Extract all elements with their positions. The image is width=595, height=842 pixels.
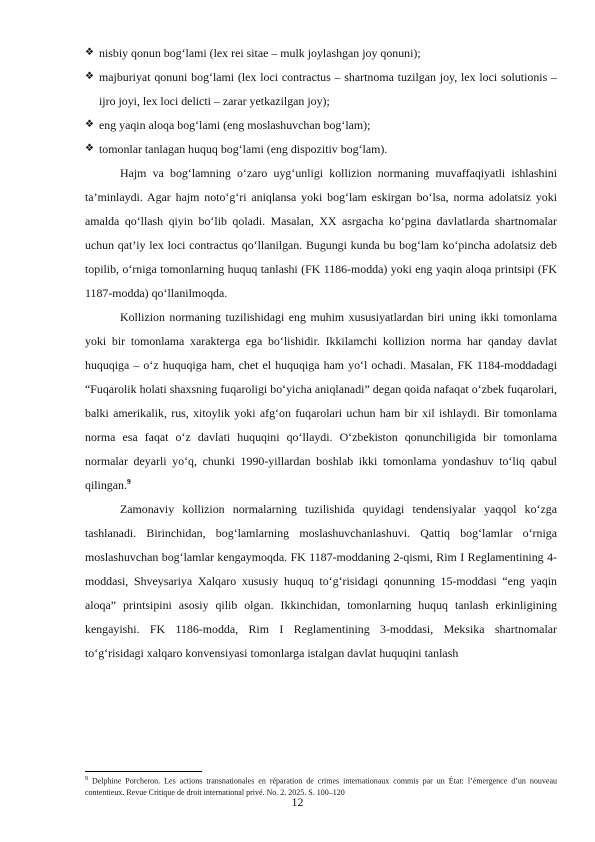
footnote-divider [85, 771, 202, 772]
paragraph [85, 497, 557, 665]
diamond-bullet-icon: ❖ [85, 47, 94, 58]
list-item [85, 65, 557, 113]
page-number: 12 [291, 795, 304, 809]
list-item-text: tomonlar tanlagan huquq bog‘lami (eng dispozitiv bog‘lam). [99, 142, 388, 156]
paragraph [85, 161, 557, 305]
list-item [85, 137, 557, 161]
diamond-bullet-icon: ❖ [85, 71, 94, 82]
footnote-reference[interactable]: 9 [126, 477, 131, 487]
connecting-factor-list [85, 41, 557, 161]
list-item-text: nisbiy qonun bog‘lami (lex rei sitae – mulk joylashgan joy qonuni); [99, 46, 421, 60]
page-body [85, 41, 557, 665]
paragraph-text: Zamonaviy kollizion normalarning tuzilishida quyidagi tendensiyalar yaqqol ko‘zga tashlanadi. Birinchidan, bog‘lamlarning moslashuvchanlashuvi. Qattiq bog‘lamlar o‘rniga moslashuvchan bog‘lamlar kengaymoqda. FK 1187-moddaning 2-qismi, Rim I Reglamentining 4-moddasi, Shveysariya Xalqaro xususiy huquq to‘g‘risidagi qonunning 15-moddasi “eng yaqin aloqa” printsipini asosiy qilib olgan. Ikkinchidan, tomonlarning huquq tanlash erkinligining kengayishi. FK 1186-modda, Rim I Reglamentining 3-moddasi, Meksika shartnomalar to‘g‘risidagi xalqaro konvensiyasi tomonlarga istalgan davlat huquqini tanlash [85, 502, 557, 660]
footnote-number: 9 [85, 776, 88, 782]
list-item-text: eng yaqin aloqa bog‘lami (eng moslashuvchan bog‘lam); [99, 118, 371, 132]
footnote-text: Delphine Porcheron. Les actions transnationales en réparation de crimes internationaux commis par un État: l’émergence d’un nouveau contentieux. Revue Critique de droit international privé. No. 2. 2025. S. 100–120 [85, 776, 557, 797]
list-item [85, 41, 557, 65]
paragraph [85, 305, 557, 497]
diamond-bullet-icon: ❖ [85, 143, 94, 154]
paragraph-text: Hajm va bog‘lamning o‘zaro uyg‘unligi kollizion normaning muvaffaqiyatli ishlashini ta’minlaydi. Agar hajm noto‘g‘ri aniqlansa yoki bog‘lam eskirgan bo‘lsa, norma adolatsiz yoki amalda qo‘llash qiyin bo‘lib qoladi. Masalan, XX asrgacha ko‘pgina davlatlarda shartnomalar uchun qat’iy lex loci contractus qo‘llanilgan. Bugungi kunda bu bog‘lam ko‘pincha adolatsiz deb topilib, o‘rniga tomonlarning huquq tanlashi (FK 1186-modda) yoki eng yaqin aloqa printsipi (FK 1187-modda) qo‘llanilmoqda. [85, 166, 557, 300]
diamond-bullet-icon: ❖ [85, 119, 94, 130]
list-item [85, 113, 557, 137]
paragraph-text: Kollizion normaning tuzilishidagi eng muhim xususiyatlardan biri uning ikki tomonlama yoki bir tomonlama xarakterga ega bo‘lishidir. Ikkilamchi kollizion norma har qanday davlat huquqiga – o‘z huquqiga ham, chet el huquqiga ham yo‘l ochadi. Masalan, FK 1184-moddadagi “Fuqarolik holati shaxsning fuqaroligi bo‘yicha aniqlanadi” degan qoida nafaqat o‘zbek fuqarolari, balki amerikalik, rus, xitoylik yoki afg‘on fuqarolari uchun ham bir xil ishlaydi. Bir tomonlama norma esa faqat o‘z davlati huquqini qo‘llaydi. O‘zbekiston qonunchiligida bir tomonlama normalar deyarli yo‘q, chunki 1990-yillardan boshlab ikki tomonlama yondashuv to‘liq qabul qilingan. [85, 310, 557, 492]
list-item-text: majburiyat qonuni bog‘lami (lex loci contractus – shartnoma tuzilgan joy, lex loci solutionis – ijro joyi, lex loci delicti – zarar yetkazilgan joy); [99, 70, 557, 108]
